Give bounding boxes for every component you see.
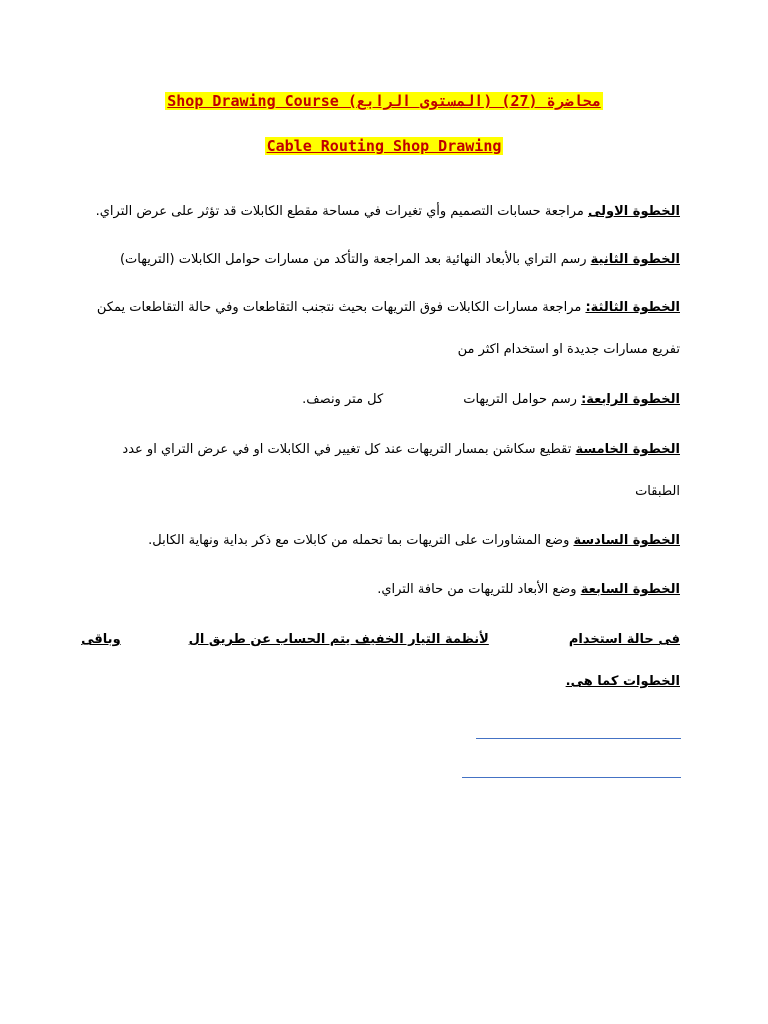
final-note-continued	[110, 674, 680, 689]
document-title	[0, 92, 768, 110]
final-note-part-2: لأنظمة التيار الخفيف يتم الحساب عن طريق ال	[188, 632, 489, 647]
blank-line	[476, 738, 681, 739]
step-3-text: مراجعة مسارات الكابلات فوق التريهات بحيث نتجنب التقاطعات وفي حالة التقاطعات يمكن	[96, 300, 582, 315]
step-5	[110, 442, 680, 457]
step-2-label: الخطوة الثانية	[590, 252, 680, 267]
step-4-text: رسم حوامل التريهات	[463, 392, 577, 407]
blank-line	[462, 777, 681, 778]
step-6-text: وضع المشاورات على التريهات بما تحمله من كابلات مع ذكر بداية ونهاية الكابل.	[148, 533, 570, 548]
final-note-text-continued: الخطوات كما هى.	[565, 674, 680, 689]
step-1	[95, 204, 680, 219]
final-note-part-3: وباقى	[81, 632, 121, 647]
step-3-text-continued: تفريع مسارات جديدة او استخدام اكثر من	[457, 342, 680, 357]
document-subtitle-text: Cable Routing Shop Drawing	[266, 137, 502, 155]
step-4	[110, 392, 680, 407]
step-4-label: الخطوة الرابعة:	[581, 392, 680, 407]
final-note-part-1: فى حالة استخدام	[568, 632, 680, 647]
step-7	[110, 582, 680, 597]
step-3-label: الخطوة الثالثة:	[585, 300, 680, 315]
document-title-text: Shop Drawing Course (المستوى الرابع) (27) محاضرة	[167, 92, 601, 110]
step-7-text: وضع الأبعاد للتريهات من حافة التراي.	[377, 582, 577, 597]
step-2	[110, 252, 680, 267]
step-3-continued	[110, 342, 680, 357]
step-5-text-continued: الطبقات	[635, 484, 680, 499]
step-5-text: تقطيع سكاشن بمسار التريهات عند كل تغيير في الكابلات او في عرض التراي او عدد	[122, 442, 572, 457]
step-5-continued	[110, 484, 680, 499]
step-5-label: الخطوة الخامسة	[575, 442, 680, 457]
final-note	[81, 632, 680, 647]
step-3	[96, 300, 680, 315]
document-subtitle	[0, 137, 768, 155]
step-4-text-b: كل متر ونصف.	[302, 392, 384, 407]
step-6	[110, 533, 680, 548]
step-1-text: مراجعة حسابات التصميم وأي تغيرات في مساحة مقطع الكابلات قد تؤثر على عرض التراي.	[95, 204, 584, 219]
step-6-label: الخطوة السادسة	[573, 533, 680, 548]
step-2-text: رسم التراي بالأبعاد النهائية بعد المراجعة والتأكد من مسارات حوامل الكابلات (التريهات)	[119, 252, 587, 267]
step-1-label: الخطوة الاولى	[588, 204, 680, 219]
step-7-label: الخطوة السابعة	[580, 582, 680, 597]
